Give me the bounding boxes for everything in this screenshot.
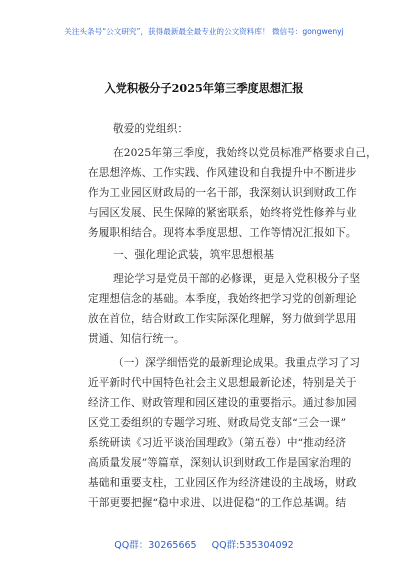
body-line: 务履职相结合。现将本季度思想、工作等情况汇报如下。 (88, 227, 357, 239)
footer-contact (0, 537, 408, 551)
promo-banner: 关注头条号“公文研究”，获得最新最全最专业的公文资料库！ 微信号：gongwenyj (64, 27, 344, 36)
body-line: （一）深学细悟党的最新理论成果。我重点学习了习 (113, 357, 361, 369)
document-title: 入党积极分子2025年第三季度思想汇报 (104, 81, 304, 95)
body-line: 干部更要把握“稳中求进、以进促稳”的工作总基调。结 (88, 497, 347, 509)
body-line: 定理想信念的基础。本季度，我始终把学习党的创新理论 (88, 293, 357, 305)
qq-group-2: QQ群:535304092 (211, 540, 294, 551)
salutation: 敬爱的党组织： (113, 123, 189, 135)
body-line: 区党工委组织的专题学习班、财政局党支部“三会一课” (88, 417, 347, 429)
section-heading: 一、强化理论武装，筑牢思想根基 (113, 249, 275, 261)
body-line: 作为工业园区财政局的一名干部，我深刻认识到财政工作 (88, 187, 357, 199)
body-line: 高质量发展”等篇章，深刻认识到财政工作是国家治理的 (88, 457, 352, 469)
body-line: 在2025年第三季度，我始终以党员标准严格要求自己， (113, 147, 377, 159)
body-line: 近平新时代中国特色社会主义思想最新论述，特别是关于 (88, 377, 357, 389)
body-line: 与园区发展、民生保障的紧密联系，始终将党性修养与业 (88, 207, 357, 219)
body-line: 基础和重要支柱，工业园区作为经济建设的主战场，财政 (88, 477, 357, 489)
body-line: 贯通、知信行统一。 (88, 333, 185, 345)
body-line: 经济工作、财政管理和园区建设的重要指示。通过参加园 (88, 397, 357, 409)
qq-group-1: QQ群：30265665 (114, 540, 197, 551)
body-line: 系统研读《习近平谈治国理政》（第五卷）中“推动经济 (88, 437, 347, 449)
body-line: 理论学习是党员干部的必修课，更是入党积极分子坚 (113, 273, 361, 285)
body-line: 在思想淬炼、工作实践、作风建设和自我提升中不断进步 (88, 167, 357, 179)
body-line: 放在首位，结合财政工作实际深化理解，努力做到学思用 (88, 313, 357, 325)
